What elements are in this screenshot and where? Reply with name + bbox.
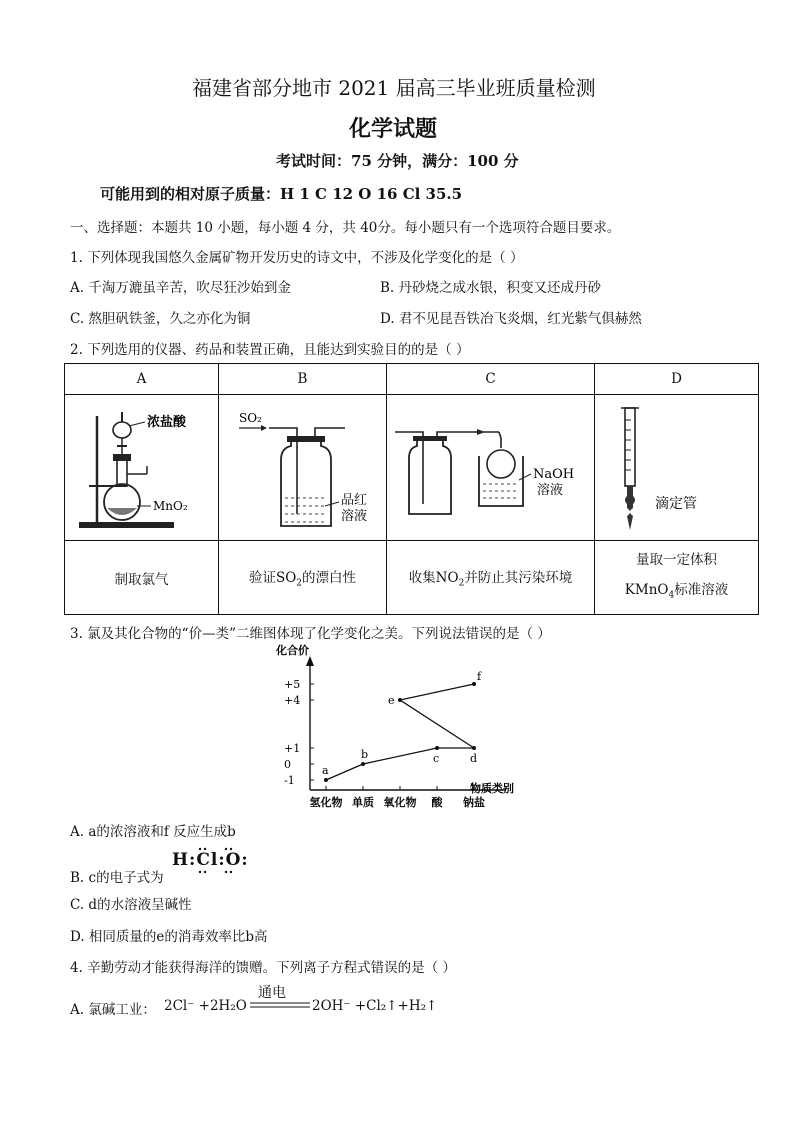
q2-options-table — [64, 363, 759, 615]
equation-arrow-icon — [250, 1000, 310, 1010]
point-label-f: f — [477, 670, 482, 683]
point-f — [472, 682, 476, 686]
q4-equation-rhs: 2OH⁻ +Cl₂↑+H₂↑ — [312, 998, 438, 1014]
q3-option-a: A. a的浓溶液和f 反应生成b — [70, 824, 236, 840]
q2-header-c: C — [387, 364, 595, 395]
x-tick-label: 酸 — [431, 796, 443, 809]
point-e — [398, 698, 402, 702]
y-tick-label: +4 — [284, 694, 301, 707]
point-label-b: b — [361, 748, 369, 761]
label-naoh: NaOH — [532, 466, 574, 482]
chlorine-generator-icon — [67, 396, 217, 536]
y-axis-arrow — [306, 656, 314, 666]
x-tick-label: 氧化物 — [383, 796, 417, 809]
q4-equation-lhs: 2Cl⁻ +2H₂O — [164, 998, 247, 1014]
burette-icon — [597, 396, 757, 536]
q2-header-d: D — [595, 364, 759, 395]
label-rongye-b: 溶液 — [340, 508, 367, 524]
q4-condition: 通电 — [258, 985, 286, 1001]
q2-purpose-b: 验证$SO_2$的漂白性 — [219, 541, 387, 615]
apparatus-c — [387, 395, 595, 541]
label-rongye-c: 溶液 — [536, 482, 563, 498]
q4-stem: 4. 辛勤劳动才能获得海洋的馈赠。下列离子方程式错误的是（ ） — [70, 960, 456, 976]
x-axis-label: 物质类别 — [470, 782, 514, 795]
q4-option-a-label: A. 氯碱工业： — [70, 1002, 156, 1018]
q1-option-d: D. 君不见昆吾铁冶飞炎烟，红光紫气俱赫然 — [380, 311, 642, 327]
q1-stem: 1. 下列体现我国悠久金属矿物开发历史的诗文中，不涉及化学变化的是（ ） — [70, 250, 524, 266]
q2-purpose-c: 收集$NO_2$并防止其污染环境 — [387, 541, 595, 615]
q2-header-b: B — [219, 364, 387, 395]
lone-pair-dots-icon — [190, 846, 240, 876]
gas-collection-icon — [389, 396, 593, 536]
exam-time-info: 考试时间：75 分钟，满分：100 分 — [276, 152, 519, 170]
x-tick-label: 钠盐 — [463, 796, 485, 809]
q1-option-b: B. 丹砂烧之成水银，积变又还成丹砂 — [380, 280, 602, 296]
apparatus-b — [219, 395, 387, 541]
gas-washing-bottle-icon — [221, 396, 385, 536]
q3-stem: 3. 氯及其化合物的“价—类”二维图体现了化学变化之美。下列说法错误的是（ ） — [70, 626, 551, 642]
q2-stem: 2. 下列选用的仪器、药品和装置正确，且能达到实验目的的是（ ） — [70, 342, 470, 358]
subject-title: 化学试题 — [349, 116, 438, 142]
label-conc-hcl: 浓盐酸 — [146, 414, 186, 430]
point-label-e: e — [388, 694, 395, 707]
q3-option-d: D. 相同质量的e的消毒效率比b高 — [70, 929, 268, 945]
x-tick-label: 单质 — [352, 796, 374, 809]
y-tick-label: 0 — [284, 758, 291, 771]
point-label-c: c — [433, 752, 440, 765]
q2-header-a: A — [65, 364, 219, 395]
point-label-a: a — [322, 764, 329, 777]
series-line-high — [400, 684, 474, 748]
point-b — [361, 762, 365, 766]
point-a — [324, 778, 328, 782]
point-c — [435, 746, 439, 750]
y-tick-label: -1 — [284, 774, 295, 787]
q1-option-c: C. 熬胆矾铁釜，久之亦化为铜 — [70, 311, 251, 327]
point-label-d: d — [470, 752, 478, 765]
x-tick-label: 氢化物 — [309, 796, 343, 809]
valence-class-chart — [270, 642, 530, 812]
hclo-electron-formula: H:Cl:O: — [172, 850, 249, 870]
label-mno2: MnO₂ — [152, 498, 188, 513]
q3-option-b: B. c的电子式为 — [70, 870, 164, 886]
y-axis-label: 化合价 — [276, 644, 309, 657]
point-d — [472, 746, 476, 750]
section-heading: 一、选择题：本题共 10 小题，每小题 4 分，共 40分。每小题只有一个选项符合题目要求。 — [70, 220, 621, 236]
atomic-mass-info: 可能用到的相对原子质量：H 1 C 12 O 16 Cl 35.5 — [100, 185, 463, 203]
q3-option-c: C. d的水溶液呈碱性 — [70, 897, 192, 913]
label-pinhong: 品红 — [340, 492, 367, 508]
label-so2: SO₂ — [238, 410, 262, 425]
series-line-low — [326, 748, 474, 780]
label-burette: 滴定管 — [654, 495, 697, 512]
q2-purpose-a: 制取氯气 — [65, 541, 219, 615]
q2-purpose-d: 量取一定体积 KMnO$_4$标准溶液 — [595, 541, 759, 615]
q1-option-a: A. 千淘万漉虽辛苦，吹尽狂沙始到金 — [70, 280, 291, 296]
y-tick-label: +5 — [284, 678, 301, 691]
exam-title: 福建省部分地市 2021 届高三毕业班质量检测 — [192, 76, 596, 100]
y-tick-label: +1 — [284, 742, 301, 755]
apparatus-d — [595, 395, 759, 541]
apparatus-a — [65, 395, 219, 541]
